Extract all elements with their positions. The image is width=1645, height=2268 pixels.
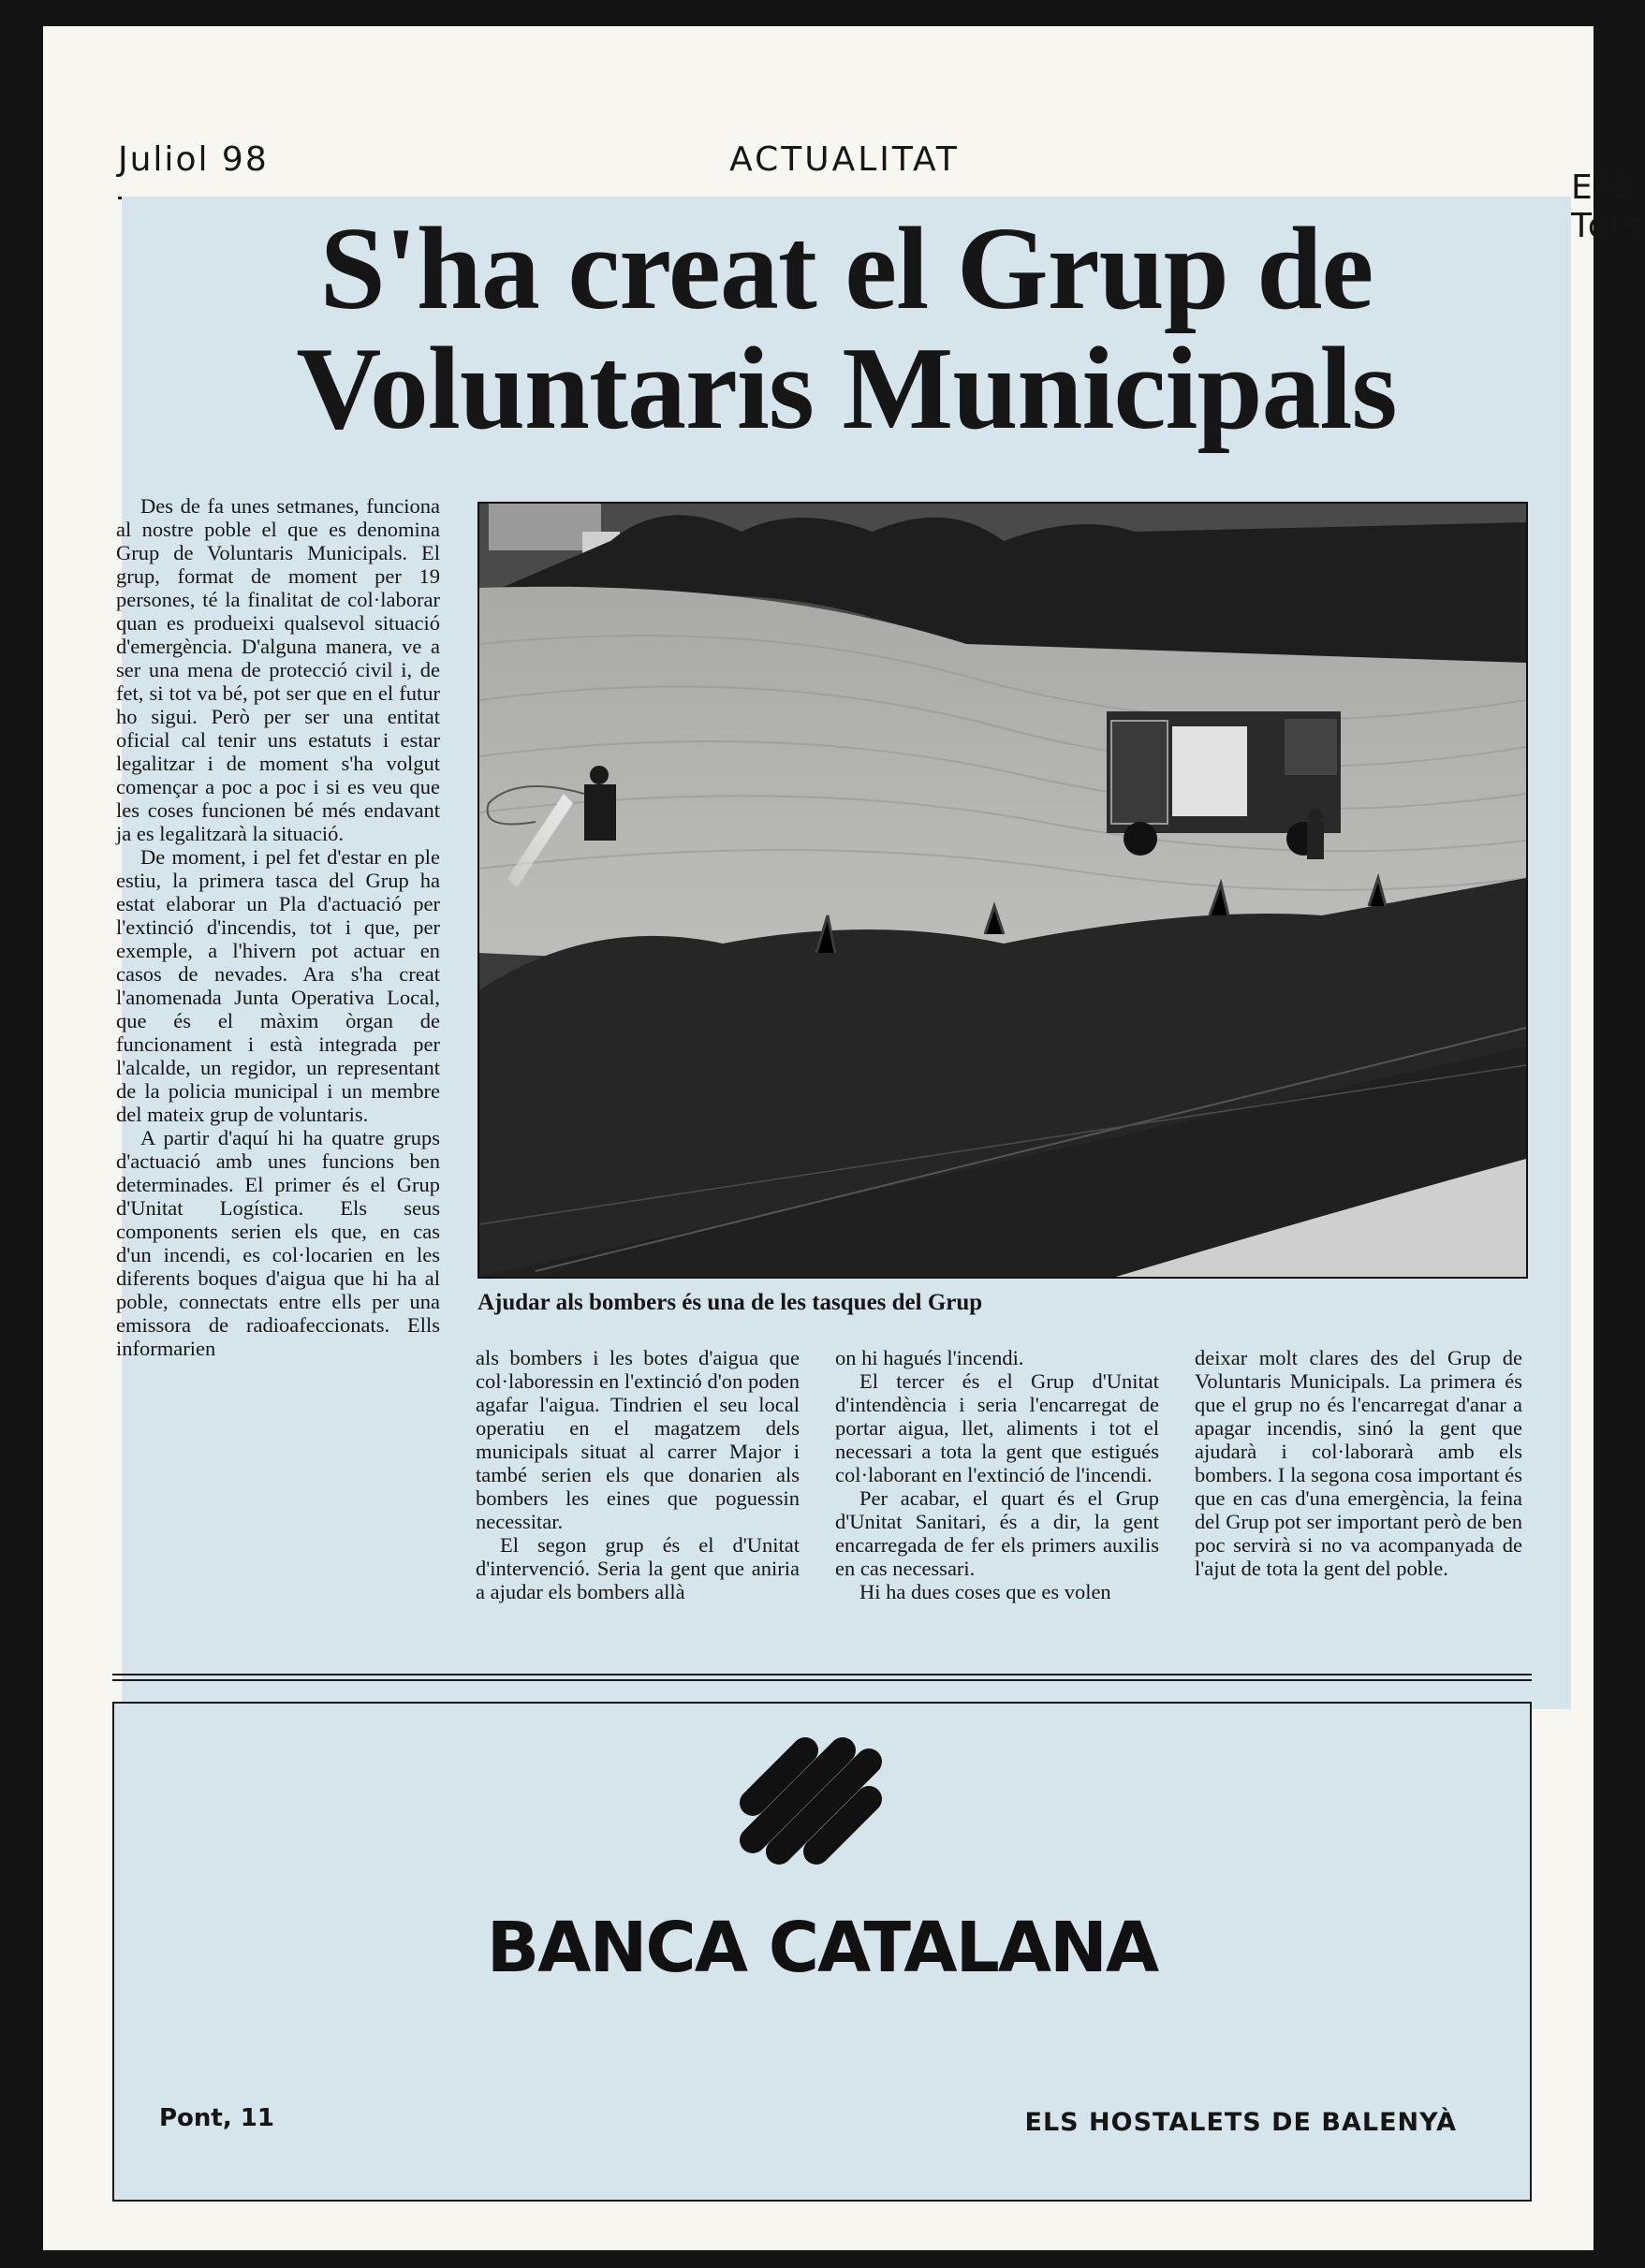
article-column-4 — [1195, 1346, 1522, 1580]
section-name: ACTUALITAT — [729, 140, 960, 179]
firefighter-right — [1307, 809, 1324, 859]
article-paragraph: De moment, i pel fet d'estar en ple estiu, la primera tasca del Grup ha estat elaborar un Pla d'actuació per l'extinció d'incendis, tot i que, per exemple, a l'hivern pot actuar en casos de nevades. Ara s'ha creat l'anomenada Junta Operativa Local, que és el màxim òrgan de funcionament i està integrada per l'alcalde, un regidor, un representant de la policia municipal i un membre del mateix grup de voluntaris. — [116, 845, 440, 1126]
article-paragraph: Des de fa unes setmanes, funciona al nostre poble el que es denomina Grup de Voluntaris Municipals. El grup, format de moment per 19 persones, té la finalitat de col·laborar quan es produeixi qualsevol situació d'emergència. D'alguna manera, ve a ser una mena de protecció civil i, de fet, si tot va bé, pot ser que en el futur ho sigui. Però per ser una entitat oficial cal tenir uns estatuts i estar legalitzar i de moment s'ha volgut començar a poc a poc i si es veu que les coses funcionen bé més endavant ja es legalitzarà la situació. — [116, 494, 440, 845]
publication-name: El Tots — [1571, 168, 1645, 245]
firefighters-photo — [477, 502, 1528, 1279]
article-paragraph: Hi ha dues coses que es volen — [859, 1580, 1111, 1603]
article-paragraph: A partir d'aquí hi ha quatre grups d'actuació amb unes funcions ben determinades. El primer és el Grup d'Unitat Logística. Els seus components serien els que, en cas d'un incendi, es col·locarien en les diferents boques d'aigua que hi ha al poble, connectats entre ells per una emissora de radioafeccionats. Ells informarien — [116, 1126, 440, 1360]
bank-name: BANCA CATALANA — [486, 1908, 1158, 1988]
newspaper-page — [43, 26, 1645, 2250]
page-number: 9 — [1612, 168, 1636, 207]
article-column-1 — [116, 494, 440, 1360]
article-column-3 — [835, 1346, 1159, 1603]
article-column-2 — [476, 1346, 800, 1603]
bank-advertisement — [112, 1702, 1532, 2202]
page-header — [118, 112, 1645, 245]
article-paragraph: Per acabar, el quart és el Grup d'Unitat Sanitari, és a dir, la gent encarregada de fer els primers auxilis en cas necessari. — [835, 1486, 1159, 1580]
field-fire-scene-image — [479, 504, 1526, 1277]
article-paragraph: als bombers i les botes d'aigua que col·laboressin en l'extinció d'on poden agafar l'aigua. Tindrien el seu local operatiu en el magatzem dels municipals situat al carrer Major i també serien els que donarien als bombers les eines que poguessin necessitar. — [476, 1346, 800, 1533]
banca-catalana-logo-icon — [732, 1739, 901, 1908]
bank-town: ELS HOSTALETS DE BALENYÀ — [1024, 2108, 1457, 2137]
bank-address: Pont, 11 — [159, 2104, 274, 2132]
article-paragraph: El tercer és el Grup d'Unitat d'intendència i seria l'encarregat de portar aigua, llet, aliments i tot el necessari a tota la gent que estigués col·laborant en l'extinció de l'incendi. — [835, 1369, 1159, 1486]
photo-caption: Ajudar als bombers és una de les tasques del Grup — [477, 1290, 983, 1315]
article-headline: S'ha creat el Grup de Voluntaris Municipals — [296, 204, 1397, 454]
article-paragraph: on hi hagués l'incendi. — [835, 1346, 1024, 1369]
article-paragraph: El segon grup és el d'Unitat d'intervenció. Seria la gent que aniria a ajudar els bombers allà — [476, 1533, 800, 1603]
section-divider — [112, 1674, 1532, 1681]
article-paragraph: deixar molt clares des del Grup de Voluntaris Municipals. La primera és que el grup no és l'encarregat d'anar a apagar incendis, sinó la gent que ajudarà i col·laborarà amb els bombers. I la segona cosa important és que en cas d'una emergència, la feina del Grup pot ser important però de ben poc servirà si no va acompanyada de l'ajut de tota la gent del poble. — [1195, 1346, 1522, 1580]
issue-month: Juliol 98 — [118, 140, 269, 179]
